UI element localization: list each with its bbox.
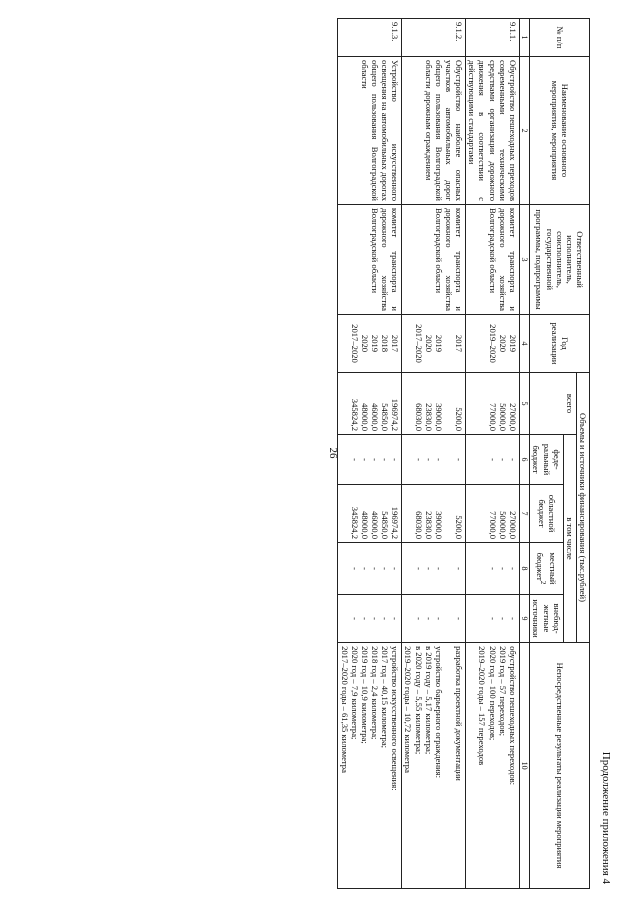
federal-cell <box>402 435 466 485</box>
header-federal: феде-ральный бюджет <box>530 435 563 485</box>
header-number: № п/п <box>530 19 590 57</box>
total-cell-value: 345824,2 <box>349 398 360 431</box>
column-number: 4 <box>519 315 529 373</box>
total-cell-value: 23830,0 <box>423 403 434 431</box>
rotated-sheet <box>50 18 610 888</box>
header-including: в том числе <box>563 435 576 643</box>
federal-cell-value: - <box>413 458 424 461</box>
year-cell <box>466 315 520 373</box>
year-cell-value: 2019 <box>433 334 444 353</box>
extrabudget-cell-value: - <box>349 617 360 620</box>
local-cell-value: - <box>390 567 401 570</box>
extrabudget-cell-value: - <box>359 617 370 620</box>
extrabudget-cell-value: - <box>380 617 391 620</box>
federal-cell-value: - <box>423 458 434 461</box>
extrabudget-cell-value <box>444 598 454 639</box>
total-cell-value: 5200,0 <box>454 407 465 431</box>
federal-cell-value: - <box>454 458 465 461</box>
regional-cell-value: 5200,0 <box>454 515 465 539</box>
column-number: 6 <box>519 435 529 485</box>
local-cell-value: - <box>359 567 370 570</box>
extrabudget-cell-value: - <box>507 617 518 620</box>
appendix-continuation: Продолжение приложения 4 <box>600 751 612 884</box>
federal-cell-value: - <box>380 458 391 461</box>
extrabudget-cell <box>466 595 520 643</box>
year-cell-value: 2018 <box>380 334 391 353</box>
regional-cell-value: 39000,0 <box>433 511 444 539</box>
federal-cell-value: - <box>390 458 401 461</box>
column-number: 5 <box>519 373 529 435</box>
header-local: местный бюджет$^2$ <box>530 543 563 595</box>
federal-cell-value: - <box>507 458 518 461</box>
federal-cell-value: - <box>487 458 498 461</box>
regional-cell-value <box>444 488 454 539</box>
total-cell-value: 48000,0 <box>359 403 370 431</box>
federal-cell-value: - <box>359 458 370 461</box>
year-cell-value: 2020 <box>359 334 370 353</box>
year-cell-value: 2019 <box>370 334 381 353</box>
total-cell-value: 196974,2 <box>390 398 401 431</box>
federal-cell-value: - <box>349 458 360 461</box>
local-cell-value: - <box>423 567 434 570</box>
regional-cell-value: 46000,0 <box>370 511 381 539</box>
local-cell-value: - <box>380 567 391 570</box>
year-cell <box>338 315 402 373</box>
federal-cell-value: - <box>497 458 508 461</box>
extrabudget-cell-value: - <box>454 617 465 620</box>
regional-cell <box>466 485 520 543</box>
total-cell-value: 46000,0 <box>370 403 381 431</box>
row-number: 9.1.3. <box>338 19 402 57</box>
local-cell-value: - <box>487 567 498 570</box>
column-number: 3 <box>519 205 529 315</box>
year-cell-value: 2017–2020 <box>349 324 360 363</box>
regional-cell-value: 27000,0 <box>507 511 518 539</box>
responsible-executor: комитет транспорта и дорожного хозяйства Волгоградской области <box>402 205 466 315</box>
regional-cell-value: 345824,2 <box>349 506 360 539</box>
federal-cell <box>338 435 402 485</box>
local-cell-value <box>444 546 454 591</box>
local-cell-value: - <box>349 567 360 570</box>
year-cell-value: 2020 <box>423 334 434 353</box>
header-name: Наименование основного мероприятия, мероприятия <box>530 57 590 205</box>
regional-cell-value: 77000,0 <box>487 511 498 539</box>
header-regional: областной бюджет <box>530 485 563 543</box>
header-results: Непосредственные результаты реализации мероприятия <box>530 643 590 889</box>
regional-cell <box>402 485 466 543</box>
extrabudget-cell-value: - <box>370 617 381 620</box>
federal-cell-value: - <box>433 458 444 461</box>
column-number: 8 <box>519 543 529 595</box>
year-cell-value: 2019–2020 <box>487 324 498 363</box>
total-cell-value <box>444 376 454 431</box>
column-number: 10 <box>519 643 529 889</box>
responsible-executor: комитет транспорта и дорожного хозяйства Волгоградской области <box>466 205 520 315</box>
column-number: 1 <box>519 19 529 57</box>
total-cell-value: 77000,0 <box>487 403 498 431</box>
column-number: 2 <box>519 57 529 205</box>
local-cell-value: - <box>370 567 381 570</box>
activity-name: Обустройство пешеходных переходов современными техническими средствами организации дорожного движения в соответствии с действующими стандартами <box>466 57 520 205</box>
extrabudget-cell-value: - <box>487 617 498 620</box>
extrabudget-cell-value: - <box>413 617 424 620</box>
header-extrabudget: внебюд-жетные источники <box>530 595 563 643</box>
total-cell-value: 68030,0 <box>413 403 424 431</box>
column-number: 9 <box>519 595 529 643</box>
local-cell-value: - <box>454 567 465 570</box>
year-cell <box>402 315 466 373</box>
year-cell-value: 2017–2020 <box>413 324 424 363</box>
total-cell-value: 27000,0 <box>507 403 518 431</box>
result-cell: устройство искусственного освещения: 2017 год – 40,15 километра; 2018 год – 2,4 километра; 2019 год – 10,9 километра; 2020 год – 7,9 километра; 2017–2020 годы – 61,35 километра <box>338 643 402 889</box>
federal-cell-value <box>444 438 454 481</box>
extrabudget-cell <box>338 595 402 643</box>
regional-cell-value: 68030,0 <box>413 511 424 539</box>
financing-table <box>337 18 590 889</box>
year-cell-value: 2017 <box>390 334 401 353</box>
regional-cell-value: 50000,0 <box>497 511 508 539</box>
header-financing-group: Объемы и источники финансирования (тыс.рублей) <box>576 373 589 643</box>
federal-cell-value: - <box>370 458 381 461</box>
extrabudget-cell-value: - <box>497 617 508 620</box>
activity-name: Устройство искусственного освещения на автомобильных дорогах общего пользования Волгоградской области <box>338 57 402 205</box>
column-number-row <box>519 19 529 889</box>
year-cell-value <box>444 318 454 369</box>
total-cell-value: 50000,0 <box>497 403 508 431</box>
table-row <box>402 19 466 889</box>
row-number: 9.1.2. <box>402 19 466 57</box>
year-cell-value: 2019 <box>507 334 518 353</box>
total-cell-value: 54850,0 <box>380 403 391 431</box>
local-cell <box>466 543 520 595</box>
regional-cell <box>338 485 402 543</box>
regional-cell-value: 54850,0 <box>380 511 391 539</box>
responsible-executor: комитет транспорта и дорожного хозяйства Волгоградской области <box>338 205 402 315</box>
regional-cell-value: 196974,2 <box>390 506 401 539</box>
table-row <box>466 19 520 889</box>
total-cell <box>402 373 466 435</box>
activity-name: Обустройство наиболее опасных участков автомобильных дорог общего пользования Волгоградской области дорожным ограждением <box>402 57 466 205</box>
row-number: 9.1.1. <box>466 19 520 57</box>
header-local-footnote: 2 <box>539 580 548 585</box>
table-body <box>338 19 519 889</box>
extrabudget-cell-value: - <box>390 617 401 620</box>
extrabudget-cell-value: - <box>423 617 434 620</box>
result-cell: разработка проектной документации устройство барьерного ограждения: в 2019 году – 5,17 километра; в 2020 году – 5,55 километра; 2019–2020 годы – 10,72 километра <box>402 643 466 889</box>
local-cell <box>402 543 466 595</box>
result-cell: обустройство пешеходных переходов: 2019 год – 57 переходов; 2020 год – 100 переходов; 2019–2020 годы – 157 переходов <box>466 643 520 889</box>
local-cell-value: - <box>413 567 424 570</box>
column-number: 7 <box>519 485 529 543</box>
regional-cell-value: 23830,0 <box>423 511 434 539</box>
federal-cell <box>466 435 520 485</box>
header-year: Год реализации <box>530 315 590 373</box>
extrabudget-cell-value: - <box>433 617 444 620</box>
table-row <box>338 19 402 889</box>
page-number: 26 <box>327 447 339 459</box>
local-cell <box>338 543 402 595</box>
total-cell-value: 39000,0 <box>433 403 444 431</box>
header-executor: Ответственный исполнитель, соисполнитель, государственной программы, подпрограммы <box>530 205 590 315</box>
local-cell-value: - <box>433 567 444 570</box>
total-cell <box>338 373 402 435</box>
total-cell <box>466 373 520 435</box>
extrabudget-cell <box>402 595 466 643</box>
regional-cell-value: 48000,0 <box>359 511 370 539</box>
header-total: всего <box>530 373 577 435</box>
year-cell-value: 2020 <box>497 334 508 353</box>
year-cell-value: 2017 <box>454 334 465 353</box>
local-cell-value: - <box>497 567 508 570</box>
local-cell-value: - <box>507 567 518 570</box>
